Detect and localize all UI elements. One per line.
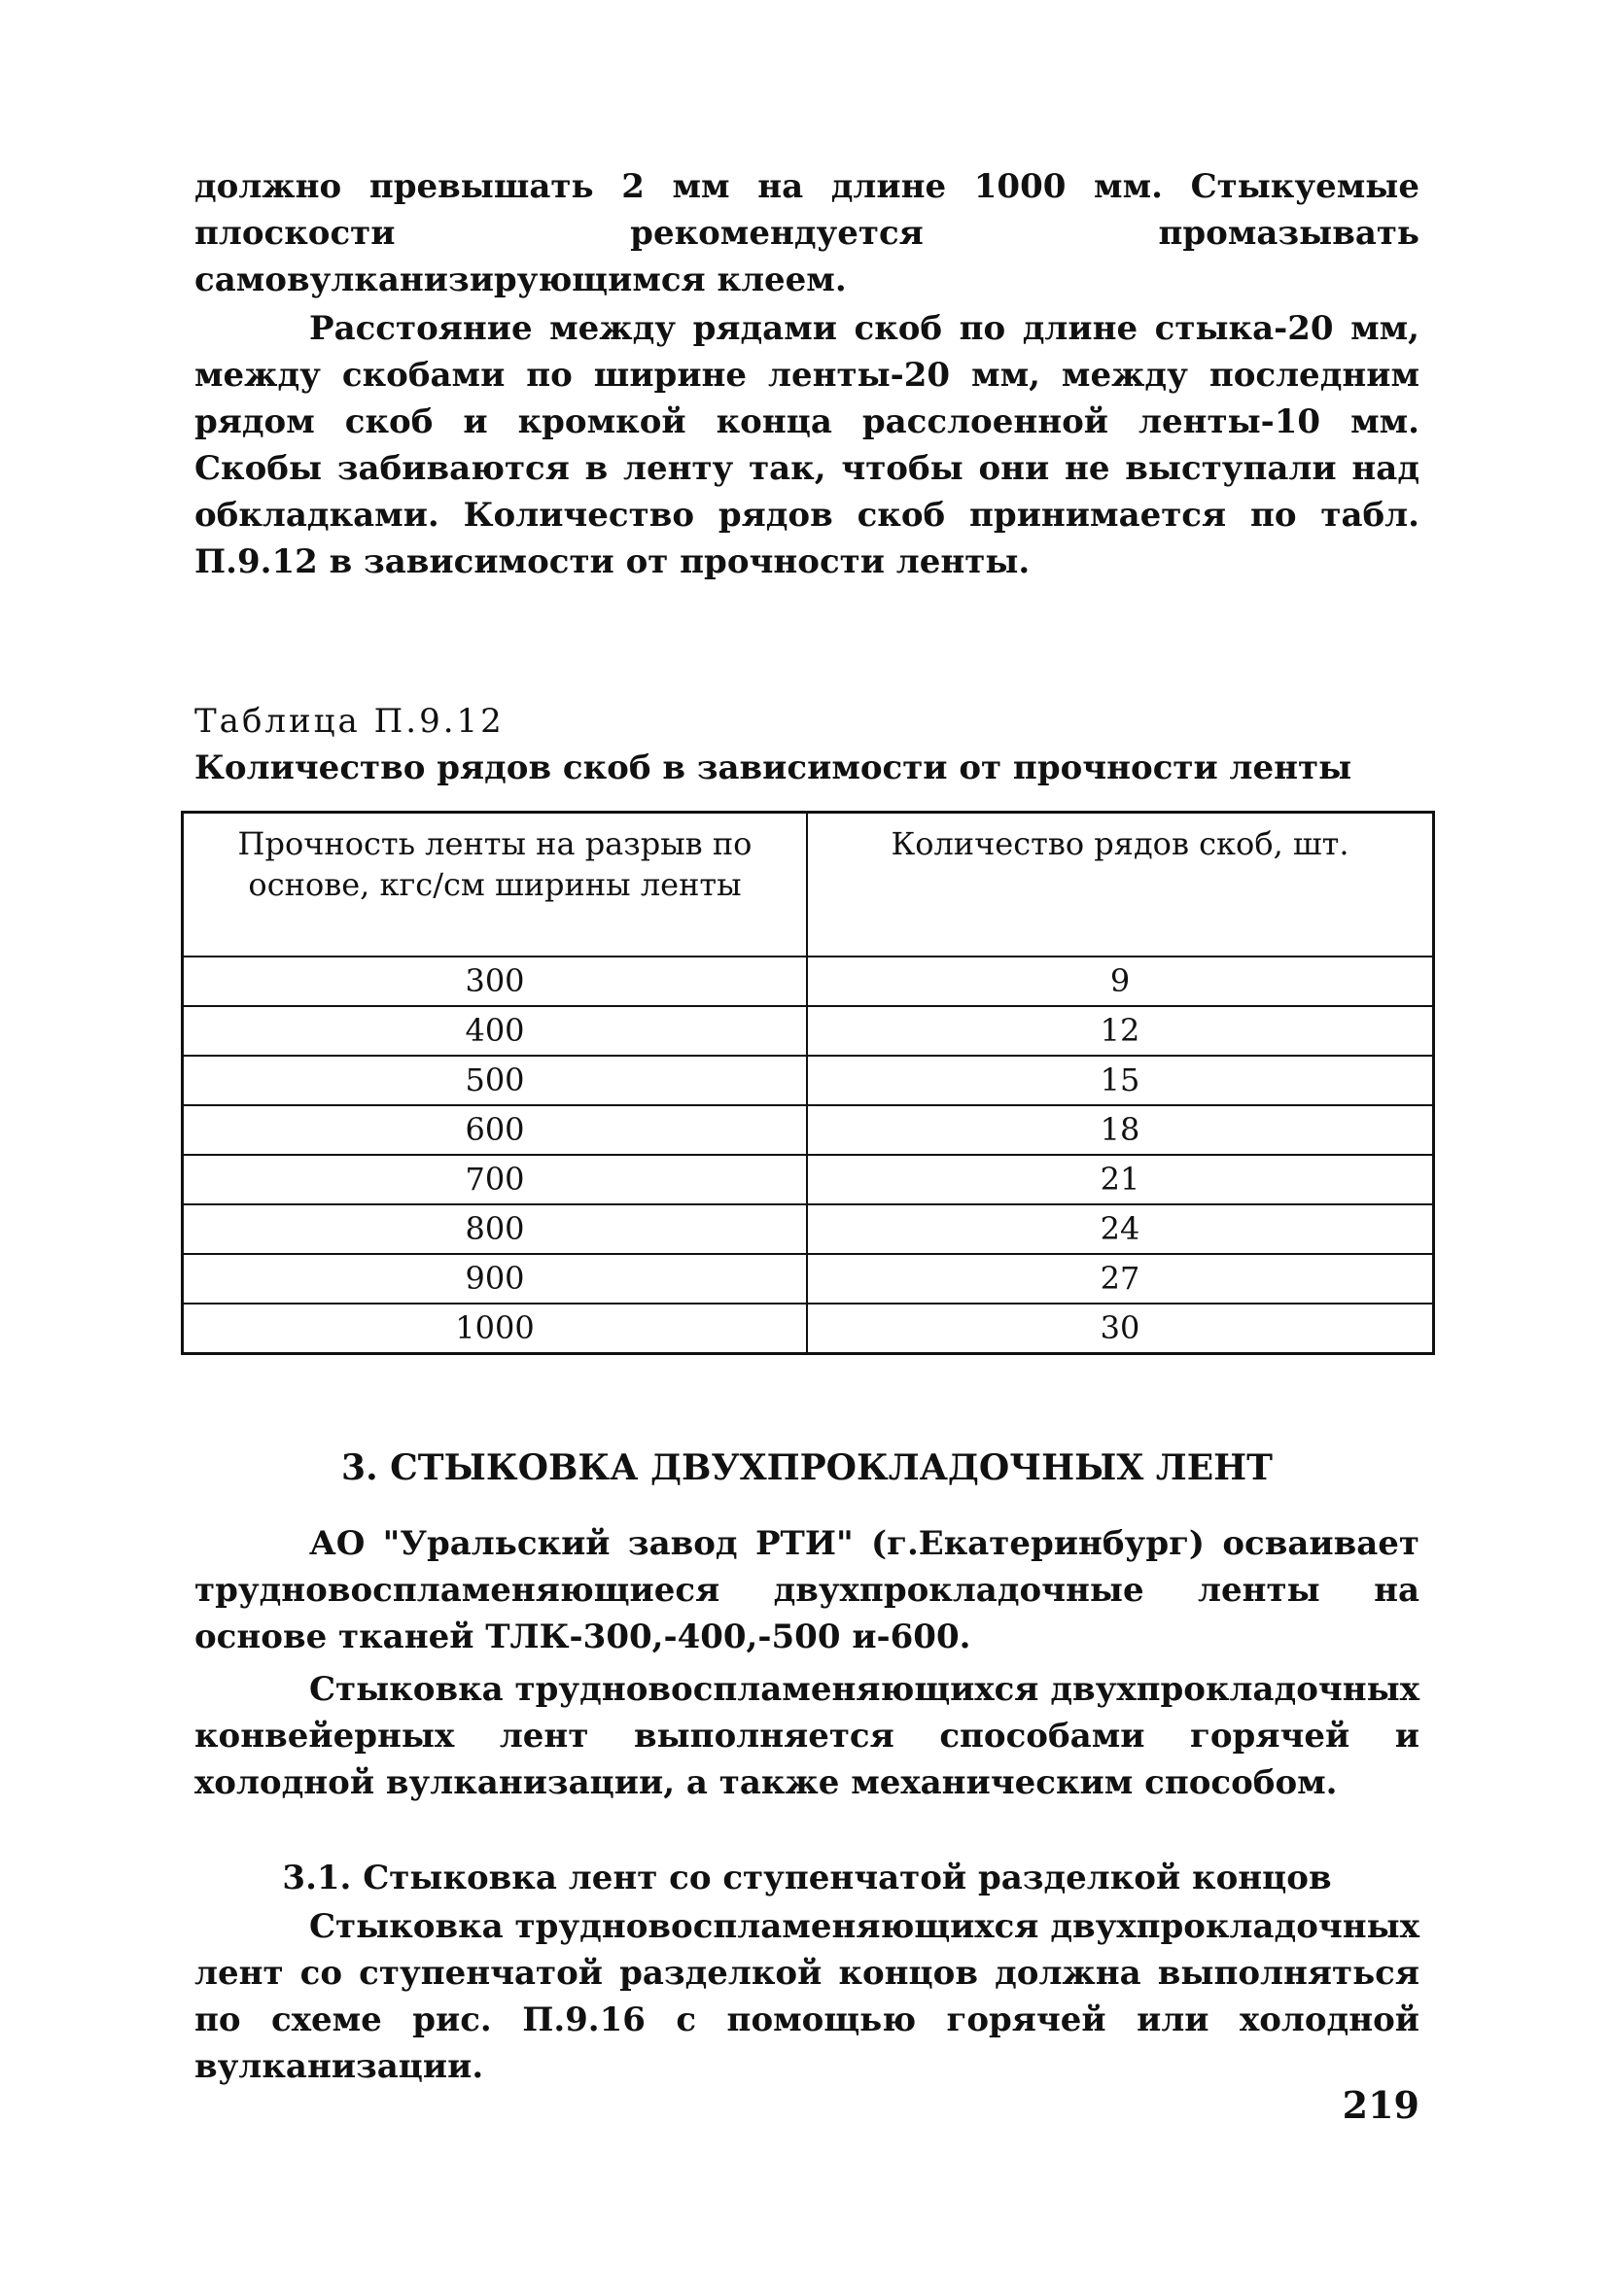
paragraph-continuation [194,163,1419,303]
table-row [183,957,1434,1006]
paragraph-text: должно превышать 2 мм на длине 1000 мм. Стыкуемые плоскости рекомендуется промазывать самовулканизирующимся клеем. [194,167,1419,299]
cell-rows: 21 [807,1155,1434,1204]
table-row [183,1204,1434,1254]
header-staple-rows: Количество рядов скоб, шт. [807,813,1434,957]
paragraph-text: Расстояние между рядами скоб по длине стыка-20 мм, между скобами по ширине ленты-20 мм, между последним рядом скоб и кромкой конца расслоенной ленты-10 мм. Скобы забиваются в ленту так, чтобы они не выступали над обкладками. Количество рядов скоб принимается по табл. П.9.12 в зависимости от прочности ленты. [194,309,1419,581]
table-row [183,1155,1434,1204]
staple-rows-table [181,811,1435,1355]
paragraph-staples [194,305,1419,585]
cell-rows: 18 [807,1105,1434,1155]
paragraph-text: Стыковка трудновоспламеняющихся двухпрокладочных лент со ступенчатой разделкой концов должна выполняться по схеме рис. П.9.16 с помощью горячей или холодной вулканизации. [194,1907,1419,2086]
table-caption [194,698,1419,791]
cell-strength: 700 [183,1155,808,1204]
table-row [183,1254,1434,1304]
section-heading: 3. СТЫКОВКА ДВУХПРОКЛАДОЧНЫХ ЛЕНТ [341,1447,1273,1488]
table-row [183,1304,1434,1354]
cell-strength: 900 [183,1254,808,1304]
cell-rows: 27 [807,1254,1434,1304]
paragraph-text: АО "Уральский завод РТИ" (г.Екатеринбург) осваивает трудновоспламеняющиеся двухпрокладочные ленты на основе тканей ТЛК-300,-400,-500 и-600. [194,1524,1419,1656]
cell-rows: 30 [807,1304,1434,1354]
cell-rows: 9 [807,957,1434,1006]
table-header-row [183,813,1434,957]
cell-rows: 15 [807,1056,1434,1105]
cell-rows: 24 [807,1204,1434,1254]
cell-strength: 500 [183,1056,808,1105]
paragraph-subsection31 [194,1903,1419,2090]
table-number: Таблица П.9.12 [194,702,505,741]
table-row [183,1105,1434,1155]
table-row [183,1056,1434,1105]
header-belt-strength: Прочность ленты на разрыв по основе, кгс/см ширины ленты [183,813,808,957]
cell-strength: 600 [183,1105,808,1155]
paragraph-text: Стыковка трудновоспламеняющихся двухпрокладочных конвейерных лент выполняется способами горячей и холодной вулканизации, а также механическим способом. [194,1670,1419,1802]
table-row [183,1006,1434,1056]
page-number: 219 [1342,2083,1419,2127]
paragraph-section3-intro [194,1520,1419,1660]
cell-strength: 1000 [183,1304,808,1354]
cell-strength: 800 [183,1204,808,1254]
cell-rows: 12 [807,1006,1434,1056]
paragraph-section3-methods [194,1666,1419,1806]
cell-strength: 400 [183,1006,808,1056]
cell-strength: 300 [183,957,808,1006]
table-title: Количество рядов скоб в зависимости от прочности ленты [194,748,1352,787]
subsection-heading: 3.1. Стыковка лент со ступенчатой разделкой концов [282,1859,1332,1897]
